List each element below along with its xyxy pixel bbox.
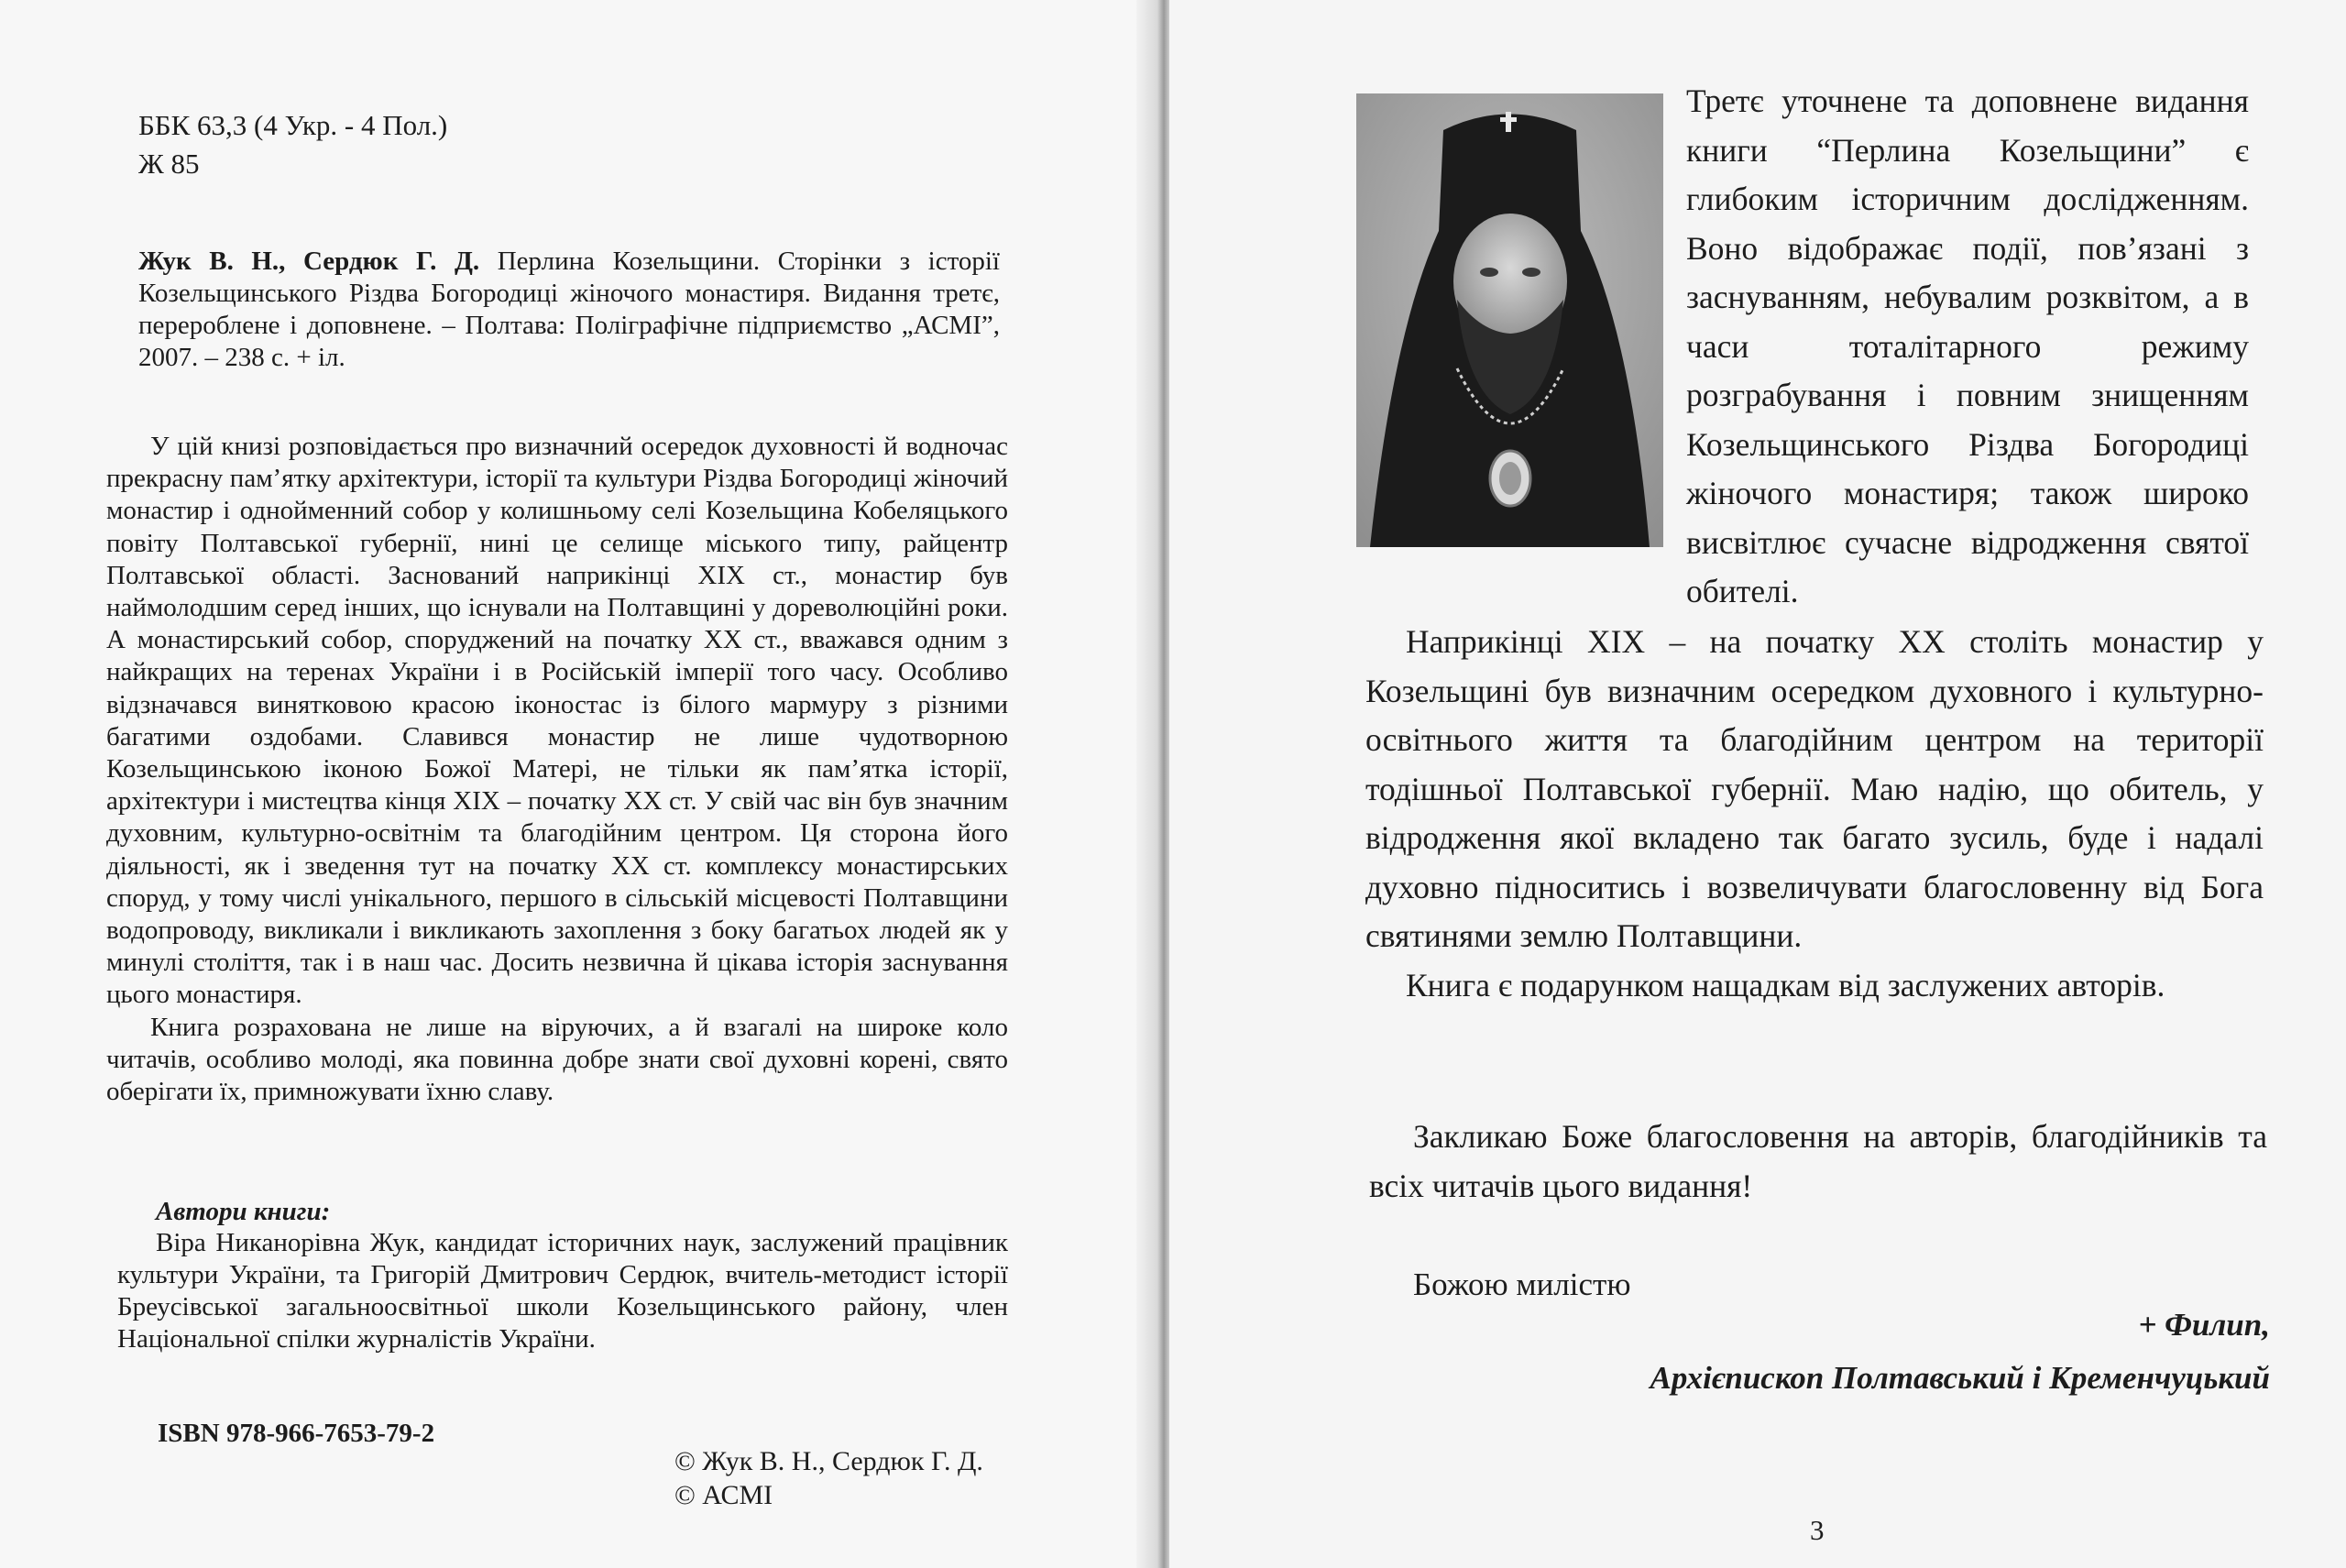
signature-title: Архієпископ Полтавський і Кременчуцький	[1650, 1360, 2270, 1396]
blessing-text: Закликаю Боже благословення на авторів, благодійників та всіх читачів цього видання!	[1369, 1118, 2267, 1204]
foreword-body	[1365, 618, 2264, 1010]
by-grace-line: Божою милістю	[1413, 1266, 1631, 1302]
abstract-paragraph: Книга розрахована не лише на віруючих, а й взагалі на широке коло читачів, особливо молоді, яка повинна добре знати свої духовні корені, свято оберігати їх, примножувати їхню славу.	[106, 1012, 1008, 1107]
body-paragraph: Наприкінці XIX – на початку XX століть монастир у Козельщині був визначним осередком духовного і культурно-освітнього життя та благодійним центром на території тодішньої Полтавської губернії. Маю надію, що обитель, у відродження якої вкладено так багато зусиль, буде і надалі духовно підноситись і возвеличувати благословенну від Бога святинями землю Полтавщини.	[1365, 623, 2264, 954]
signature-name: + Филип,	[2138, 1307, 2270, 1343]
body-paragraph: Книга є подарунком нащадкам від заслужених авторів.	[1406, 966, 2165, 1003]
isbn: ISBN 978-966-7653-79-2	[158, 1419, 435, 1448]
left-page	[0, 0, 1157, 1568]
abstract-paragraph: У цій книзі розповідається про визначний осередок духовності й водночас прекрасну пам’ятку архітектури, історії та культури Різдва Богородиці жіночий монастир і однойменний собор у колишньому селі Козельщина Кобеляцького повіту Полтавської губернії, нині це селище міського типу, райцентр Полтавської області. Заснований наприкінці XIX ст., монастир був наймолодшим серед інших, що існували на Полтавщині у дореволюційні роки. А монастирський собор, споруджений на початку XX ст., вважався одним з найкращих на теренах України і в Російській імперії того часу. Особливо відзначався винятковою красою іконостас із білого мармуру з різними багатими оздобами. Славився монастир не лише чудотворною Козельщинською іконою Божої Матері, не тільки як пам’ятка історії, архітектури і мистецтва кінця XIX – початку XX ст. У свій час він був значним духовним, культурно-освітнім та благодійним центром. Ця сторона його діяльності, як і зведення тут на початку XX ст. комплексу монастирських споруд, у тому числі унікального, першого в сільській місцевості Полтавщини водопроводу, викликали і викликають захоплення з боку багатьох людей як у минулі століття, так і в наш час. Досить незвична й цікава історія заснування цього монастиря.	[106, 432, 1008, 1010]
page-number: 3	[1810, 1514, 1825, 1546]
authors-description: Віра Никанорівна Жук, кандидат історичних наук, заслужений працівник культури України, та Григорій Дмитрович Сердюк, вчитель-методист історії Бреусівської загальноосвітньої школи Козельщинського району, член Національної спілки журналістів України.	[117, 1228, 1008, 1354]
citation-text: Перлина Козельщини. Сторінки з історії Козельщинського Різдва Богородиці жіночого монастиря. Видання третє, перероблене і доповнене. – Полтава: Поліграфічне підприємство „АСМІ”, 2007. – 238 с. + іл.	[138, 247, 1000, 372]
foreword-intro	[1686, 77, 2249, 617]
book-abstract	[106, 431, 1008, 1108]
copyright-block	[674, 1444, 983, 1512]
archbishop-portrait-photo	[1356, 93, 1663, 547]
copyright-authors: © Жук В. Н., Сердюк Г. Д.	[674, 1446, 983, 1476]
author-sign: Ж 85	[138, 148, 200, 180]
bbk-classification	[138, 106, 447, 183]
portrait-icon	[1356, 93, 1663, 547]
authors-heading: Автори книги:	[156, 1197, 331, 1226]
copyright-publisher: © АСМІ	[674, 1480, 773, 1510]
bbk-code: ББК 63,3 (4 Укр. - 4 Пол.)	[138, 109, 448, 141]
citation-authors: Жук В. Н., Сердюк Г. Д.	[138, 247, 480, 276]
bibliographic-citation	[138, 246, 1000, 374]
intro-paragraph: Третє уточнене та доповнене видання книги “Перлина Козельщини” є глибоким історичним дослідженням. Воно відображає події, пов’язані з заснуванням, небувалим розквітом, а в часи тоталітарного режиму розграбування і повним знищенням Козельщинського Різдва Богородиці жіночого монастиря; також широко висвітлює сучасне відродження святої обителі.	[1686, 82, 2249, 609]
